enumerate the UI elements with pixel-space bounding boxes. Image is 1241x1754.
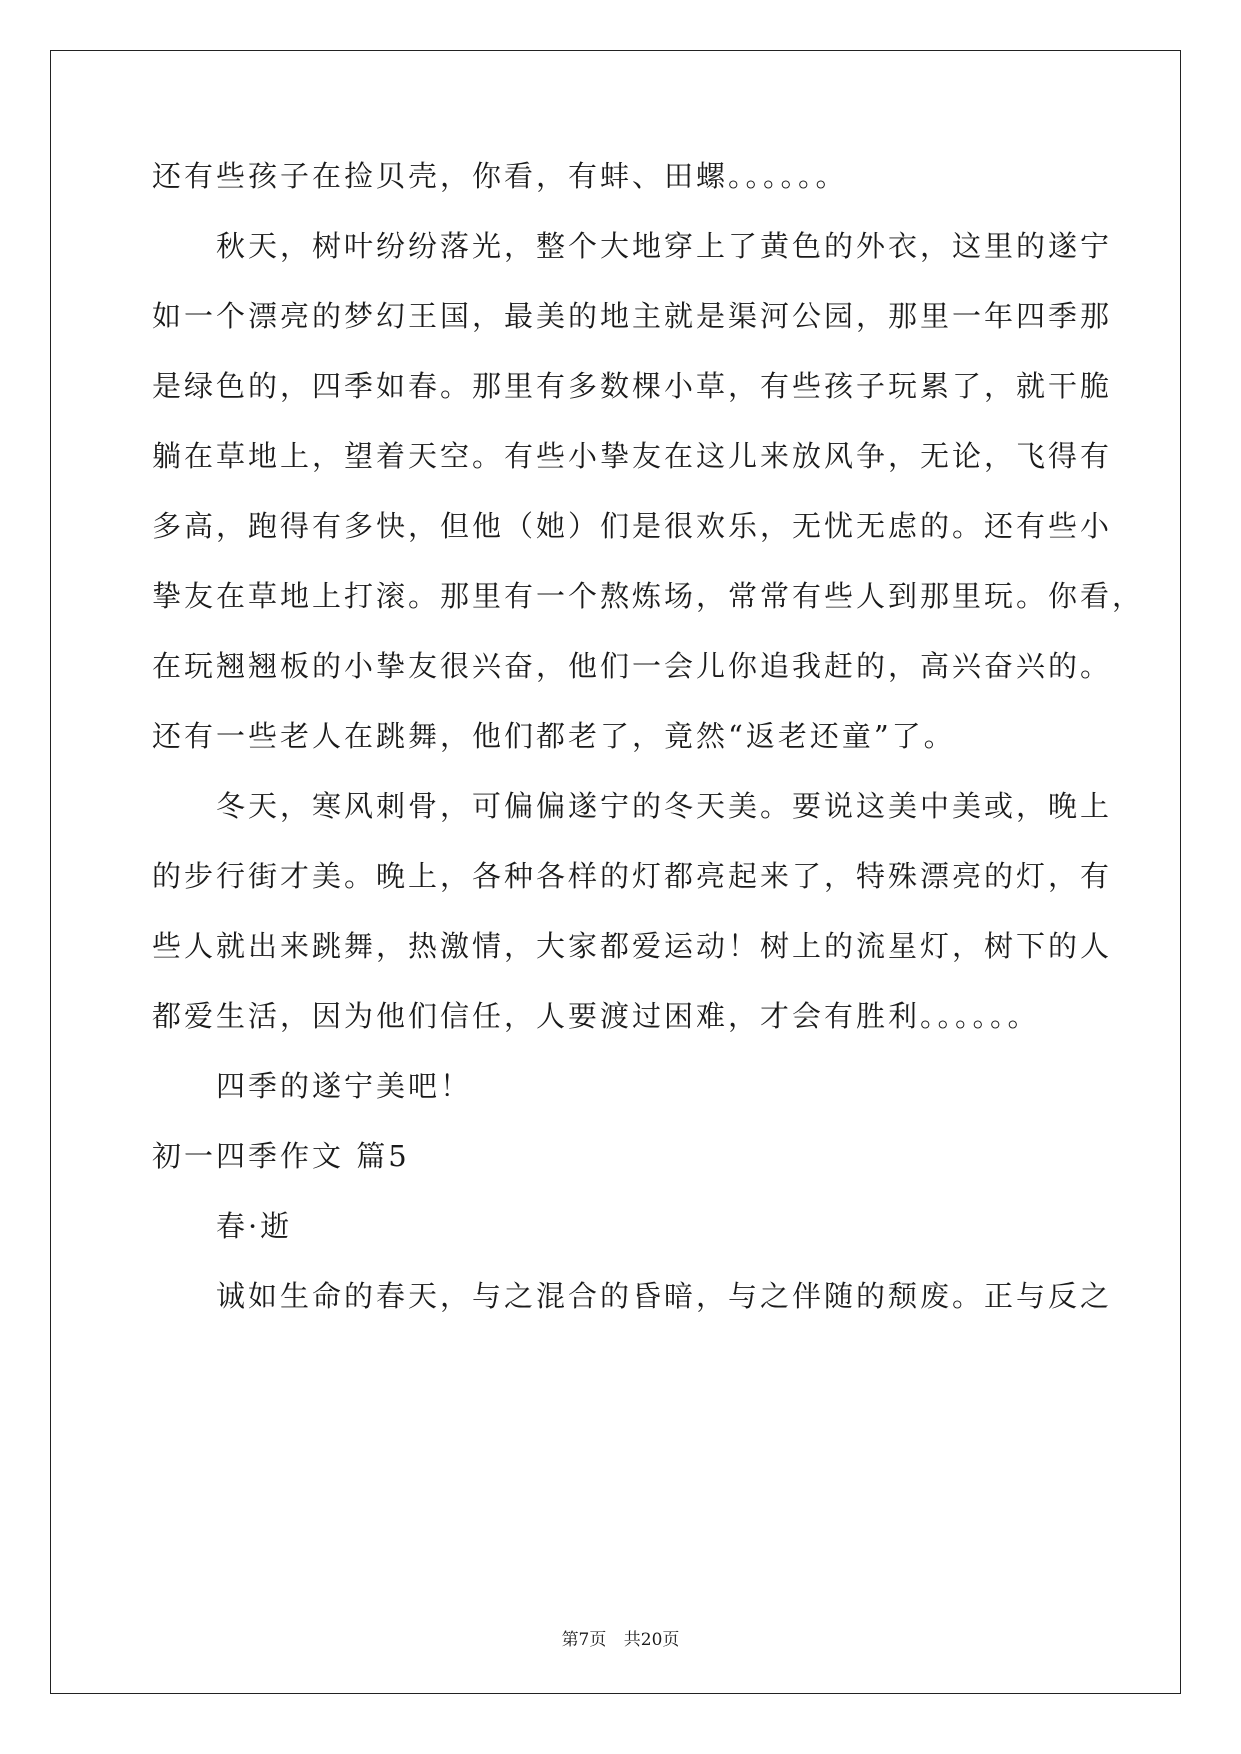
text-line: 躺在草地上，望着天空。有些小挚友在这儿来放风争，无论，飞得有 (152, 439, 1113, 473)
text-line: 些人就出来跳舞，热激情，大家都爱运动！树上的流星灯，树下的人 (152, 929, 1113, 963)
text-line: 的步行街才美。晚上，各种各样的灯都亮起来了，特殊漂亮的灯，有 (152, 859, 1113, 893)
text-line: 多高，跑得有多快，但他（她）们是很欢乐，无忧无虑的。还有些小 (152, 509, 1113, 543)
paragraph-conclusion: 四季的遂宁美吧！ (216, 1069, 473, 1103)
text-line: 还有些孩子在捡贝壳，你看，有蚌、田螺。。。。。。 (152, 159, 848, 193)
text-line: 还有一些老人在跳舞，他们都老了，竟然“返老还童”了。 (152, 719, 956, 753)
page-total: 共20页 (623, 1630, 680, 1650)
text-line: 如一个漂亮的梦幻王国，最美的地主就是渠河公园，那里一年四季那 (152, 299, 1113, 333)
text-line: 挚友在草地上打滚。那里有一个熬炼场，常常有些人到那里玩。你看， (152, 579, 1145, 613)
text-line: 是绿色的，四季如春。那里有多数棵小草，有些孩子玩累了，就干脆 (152, 369, 1113, 403)
text-line: 在玩翘翘板的小挚友很兴奋，他们一会儿你追我赶的，高兴奋兴的。 (152, 649, 1113, 683)
section-heading: 初一四季作文 篇5 (152, 1139, 410, 1173)
paragraph-spring-start: 诚如生命的春天，与之混合的昏暗，与之伴随的颓废。正与反之 (216, 1279, 1113, 1313)
text-line: 都爱生活，因为他们信任，人要渡过困难，才会有胜利。。。。。。 (152, 999, 1040, 1033)
paragraph-winter-start: 冬天，寒风刺骨，可偏偏遂宁的冬天美。要说这美中美或，晚上 (216, 789, 1113, 823)
page-number: 第7页 (561, 1630, 607, 1650)
paragraph-autumn-start: 秋天，树叶纷纷落光，整个大地穿上了黄色的外衣，这里的遂宁 (216, 229, 1113, 263)
page-footer (0, 1628, 1241, 1652)
essay-title: 春·逝 (216, 1209, 293, 1243)
